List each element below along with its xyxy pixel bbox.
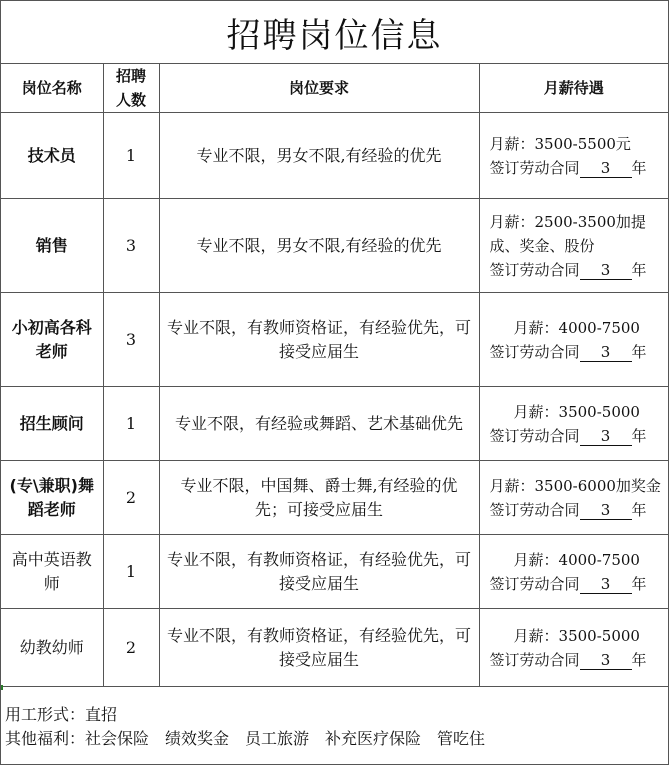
position-name: 小初高各科老师 bbox=[1, 293, 103, 387]
table-row bbox=[1, 387, 668, 461]
header-row bbox=[1, 64, 668, 113]
headcount: 1 bbox=[103, 387, 159, 461]
position-name: 招生顾问 bbox=[1, 387, 103, 461]
position-name: 幼教幼师 bbox=[1, 609, 103, 687]
contract-prefix: 签订劳动合同 bbox=[489, 158, 580, 177]
headcount: 1 bbox=[103, 535, 159, 609]
contract-years: 3 bbox=[580, 501, 632, 520]
salary: 月薪：2500-3500加提成、奖金、股份 bbox=[489, 212, 646, 255]
employment-type: 用工形式：直招 bbox=[5, 705, 118, 724]
contract-suffix: 年 bbox=[631, 426, 647, 445]
salary: 月薪：3500-5000 bbox=[513, 626, 640, 645]
table-row bbox=[1, 293, 668, 387]
contract-years: 3 bbox=[580, 343, 632, 362]
salary: 月薪：3500-5500元 bbox=[489, 134, 631, 153]
headcount: 2 bbox=[103, 609, 159, 687]
contract-suffix: 年 bbox=[631, 650, 647, 669]
headcount: 3 bbox=[103, 199, 159, 293]
contract-suffix: 年 bbox=[631, 342, 647, 361]
salary-cell bbox=[479, 535, 668, 609]
contract bbox=[490, 340, 665, 364]
requirement: 专业不限，中国舞、爵士舞,有经验的优先；可接受应届生 bbox=[159, 461, 479, 535]
salary-cell bbox=[479, 609, 668, 687]
headcount: 1 bbox=[103, 113, 159, 199]
contract bbox=[490, 498, 665, 522]
footer bbox=[5, 703, 485, 751]
salary: 月薪：4000-7500 bbox=[513, 550, 640, 569]
header-count-line1: 招聘 bbox=[115, 67, 146, 85]
header-count bbox=[103, 64, 159, 113]
contract-years: 3 bbox=[580, 427, 632, 446]
contract bbox=[490, 424, 665, 448]
contract bbox=[490, 648, 665, 672]
salary: 月薪：3500-5000 bbox=[513, 402, 640, 421]
header-count-line2: 人数 bbox=[115, 91, 146, 109]
position-name: (专\兼职)舞蹈老师 bbox=[1, 461, 103, 535]
table-row bbox=[1, 535, 668, 609]
contract-years: 3 bbox=[580, 261, 632, 280]
table-row bbox=[1, 113, 668, 199]
contract-suffix: 年 bbox=[631, 500, 647, 519]
header-requirement: 岗位要求 bbox=[159, 64, 479, 113]
contract-prefix: 签订劳动合同 bbox=[489, 342, 580, 361]
position-name: 技术员 bbox=[1, 113, 103, 199]
requirement: 专业不限，有教师资格证，有经验优先，可接受应届生 bbox=[159, 293, 479, 387]
salary: 月薪：3500-6000加奖金 bbox=[489, 476, 661, 495]
contract bbox=[490, 572, 665, 596]
requirement: 专业不限，有经验或舞蹈、艺术基础优先 bbox=[159, 387, 479, 461]
position-name: 销售 bbox=[1, 199, 103, 293]
other-benefits: 其他福利：社会保险 绩效奖金 员工旅游 补充医疗保险 管吃住 bbox=[5, 729, 486, 748]
salary-cell bbox=[479, 199, 668, 293]
salary-cell bbox=[479, 293, 668, 387]
contract bbox=[490, 258, 665, 282]
table-row bbox=[1, 199, 668, 293]
contract-years: 3 bbox=[580, 159, 632, 178]
contract-suffix: 年 bbox=[631, 158, 647, 177]
contract-prefix: 签订劳动合同 bbox=[489, 426, 580, 445]
contract bbox=[490, 156, 665, 180]
table-row bbox=[1, 609, 668, 687]
contract-suffix: 年 bbox=[631, 260, 647, 279]
salary-cell bbox=[479, 461, 668, 535]
contract-prefix: 签订劳动合同 bbox=[489, 650, 580, 669]
table-row bbox=[1, 461, 668, 535]
headcount: 2 bbox=[103, 461, 159, 535]
requirement: 专业不限，男女不限,有经验的优先 bbox=[159, 199, 479, 293]
salary-cell bbox=[479, 387, 668, 461]
requirement: 专业不限，有教师资格证，有经验优先，可接受应届生 bbox=[159, 609, 479, 687]
contract-suffix: 年 bbox=[631, 574, 647, 593]
requirement: 专业不限，有教师资格证，有经验优先，可接受应届生 bbox=[159, 535, 479, 609]
position-name: 高中英语教师 bbox=[1, 535, 103, 609]
header-salary: 月薪待遇 bbox=[479, 64, 668, 113]
page-title: 招聘岗位信息 bbox=[1, 1, 668, 64]
salary: 月薪：4000-7500 bbox=[513, 318, 640, 337]
positions-table bbox=[1, 63, 668, 687]
contract-prefix: 签订劳动合同 bbox=[489, 260, 580, 279]
contract-prefix: 签订劳动合同 bbox=[489, 574, 580, 593]
contract-prefix: 签订劳动合同 bbox=[489, 500, 580, 519]
salary-cell bbox=[479, 113, 668, 199]
headcount: 3 bbox=[103, 293, 159, 387]
requirement: 专业不限，男女不限,有经验的优先 bbox=[159, 113, 479, 199]
header-position: 岗位名称 bbox=[1, 64, 103, 113]
contract-years: 3 bbox=[580, 651, 632, 670]
cell-corner-mark bbox=[1, 685, 3, 690]
contract-years: 3 bbox=[580, 575, 632, 594]
